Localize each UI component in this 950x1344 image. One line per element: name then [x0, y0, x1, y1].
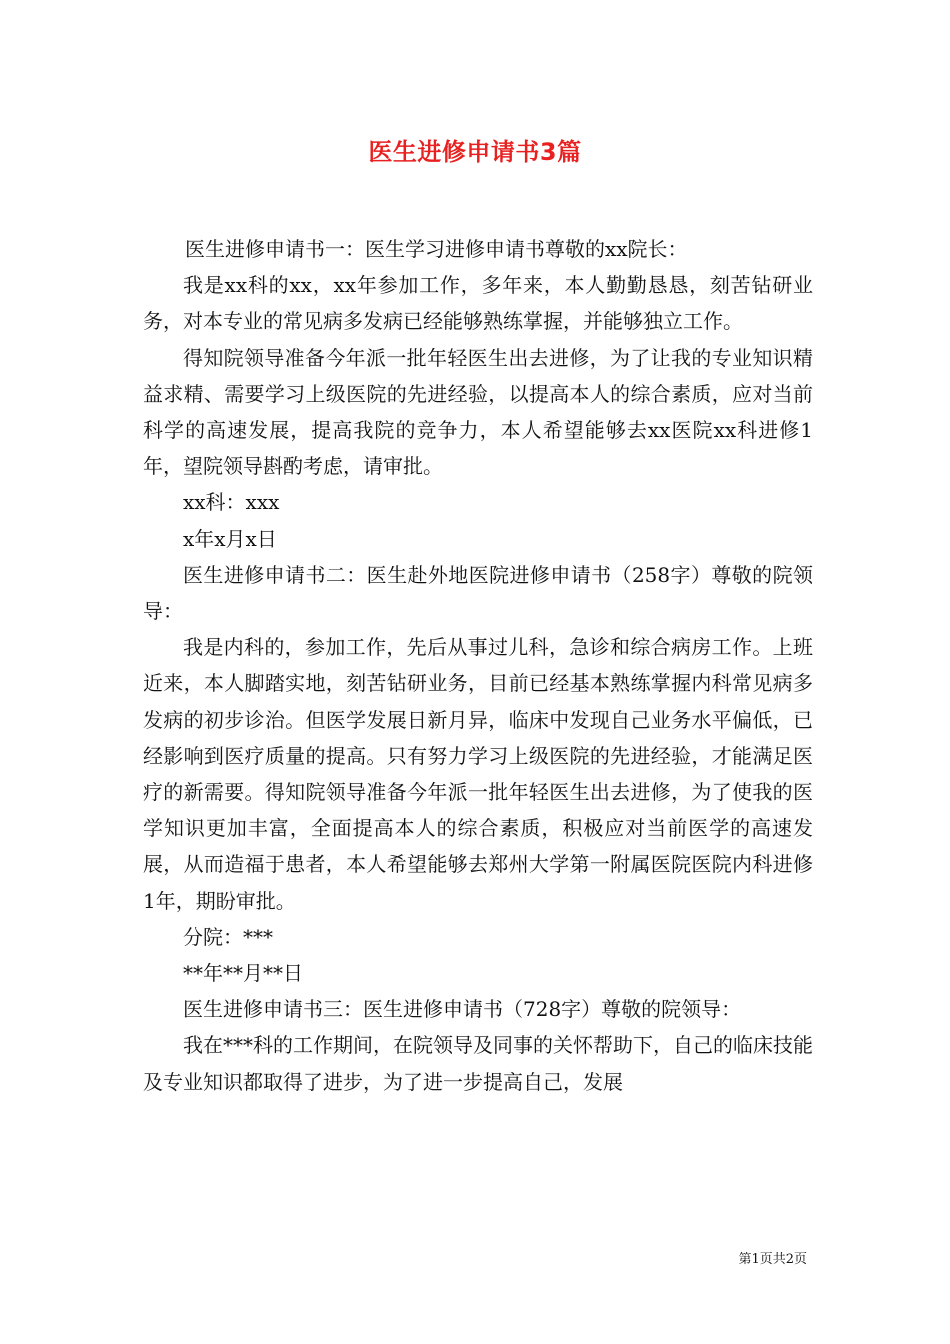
paragraph: 得知院领导准备今年派一批年轻医生出去进修，为了让我的专业知识精益求精、需要学习上级医院的先进经验，以提高本人的综合素质，应对当前科学的高速发展，提高我院的竞争力，本人希望能够去xx医院xx科进修1年，望院领导斟酌考虑，请审批。	[143, 345, 813, 479]
paragraph: 我是内科的，参加工作，先后从事过儿科，急诊和综合病房工作。上班近来，本人脚踏实地，刻苦钻研业务，目前已经基本熟练掌握内科常见病多发病的初步诊治。但医学发展日新月异，临床中发现自己业务水平偏低，已经影响到医疗质量的提高。只有努力学习上级医院的先进经验，才能满足医疗的新需要。得知院领导准备今年派一批年轻医生出去进修，为了使我的医学知识更加丰富，全面提高本人的综合素质，积极应对当前医学的高速发展，从而造福于患者，本人希望能够去郑州大学第一附属医院医院内科进修1年，期盼审批。	[143, 635, 813, 913]
document-title: 医生进修申请书3篇	[368, 138, 582, 166]
document-body	[143, 231, 813, 1100]
paragraph: 我是xx科的xx，xx年参加工作，多年来，本人勤勤恳恳，刻苦钻研业务，对本专业的常见病多发病已经能够熟练掌握，并能够独立工作。	[143, 273, 813, 334]
signature-department: xx科：xxx	[183, 490, 280, 515]
paragraph-section-one-heading: 医生进修申请书一：医生学习进修申请书尊敬的xx院长：	[185, 237, 688, 261]
page-number: 第1页共2页	[738, 1252, 807, 1267]
paragraph-section-three-heading: 医生进修申请书三：医生进修申请书（728字）尊敬的院领导：	[183, 997, 742, 1022]
signature-date: x年x月x日	[183, 526, 277, 551]
paragraph: 我在***科的工作期间，在院领导及同事的关怀帮助下，自己的临床技能及专业知识都取得了进步，为了进一步提高自己，发展	[143, 1033, 813, 1094]
paragraph-section-two-heading: 医生进修申请书二：医生赴外地医院进修申请书（258字）尊敬的院领导：	[143, 562, 813, 624]
signature-department: 分院：***	[183, 924, 273, 949]
signature-date: **年**月**日	[183, 961, 303, 986]
